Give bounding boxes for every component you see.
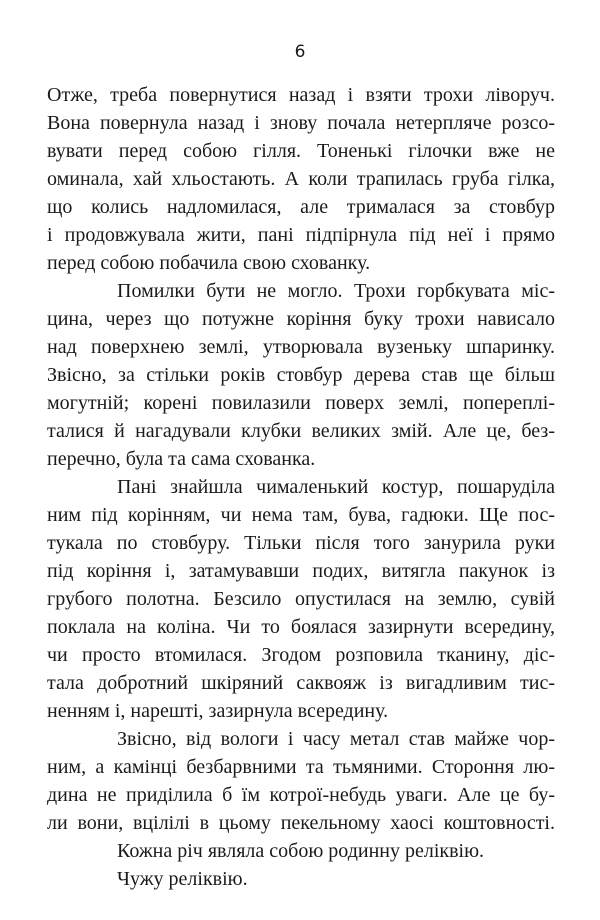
body-text [47,81,555,893]
text-line: ним під корінням, чи нема там, бува, гадюки. Ще пос- [47,504,555,526]
text-line: поклала на коліна. Чи то боялася зазирнути всередину, [47,616,555,638]
text-line: що колись надломилася, але трималася за стовбур [47,196,555,218]
text-line: перед собою побачила свою схованку. [47,252,371,274]
text-line: Вона повернула назад і знову почала нетерпляче розсо- [47,112,555,134]
text-line: вувати перед собою гілля. Тоненькі гілочки вже не [47,140,555,162]
text-line: тала добротний шкіряний саквояж із вигадливим тис- [47,672,555,694]
text-line: Пані знайшла чималенький костур, пошаруділа [117,476,555,498]
text-line: Чужу реліквію. [117,868,248,890]
text-line: Отже, треба повернутися назад і взяти трохи ліворуч. [47,84,555,106]
text-line: і продовжувала жити, пані підпірнула під неї і прямо [47,224,555,246]
text-line: цина, через що потужне коріння буку трохи нависало [47,308,555,330]
text-line: ним, а камінці безбарвними та тьмяними. Стороння лю- [47,756,555,778]
text-line: дина не приділила б їм котрої-небудь уваги. Але це бу- [47,784,555,806]
text-line: Помилки бути не могло. Трохи горбкувата міс- [117,280,555,302]
text-line: ли вони, вцілілі в цьому пекельному хаосі коштовності. [47,812,555,834]
text-line: перечно, була та сама схованка. [47,448,316,470]
text-line: над поверхнею землі, утворювала вузеньку шпаринку. [47,336,555,358]
text-line: оминала, хай хльостають. А коли трапилась груба гілка, [47,168,555,190]
text-line: під коріння і, затамувавши подих, витягла пакунок із [47,560,555,582]
page-number: 6 [294,42,306,62]
text-line: тукала по стовбуру. Тільки після того занурила руки [47,532,555,554]
text-line: ненням і, нарешті, зазирнула всередину. [47,700,389,722]
text-line: грубого полотна. Безсило опустилася на землю, сувій [47,588,555,610]
text-line: могутній; корені повилазили поверх землі, попереплі- [47,392,555,414]
text-line: чи просто втомилася. Згодом розповила тканину, діс- [47,644,555,666]
text-line: талися й нагадували клубки великих змій. Але це, без- [47,420,555,442]
text-line: Звісно, від вологи і часу метал став майже чор- [117,728,555,750]
text-line: Звісно, за стільки років стовбур дерева став ще більш [47,364,555,386]
text-line: Кожна річ являла собою родинну реліквію. [117,840,485,862]
